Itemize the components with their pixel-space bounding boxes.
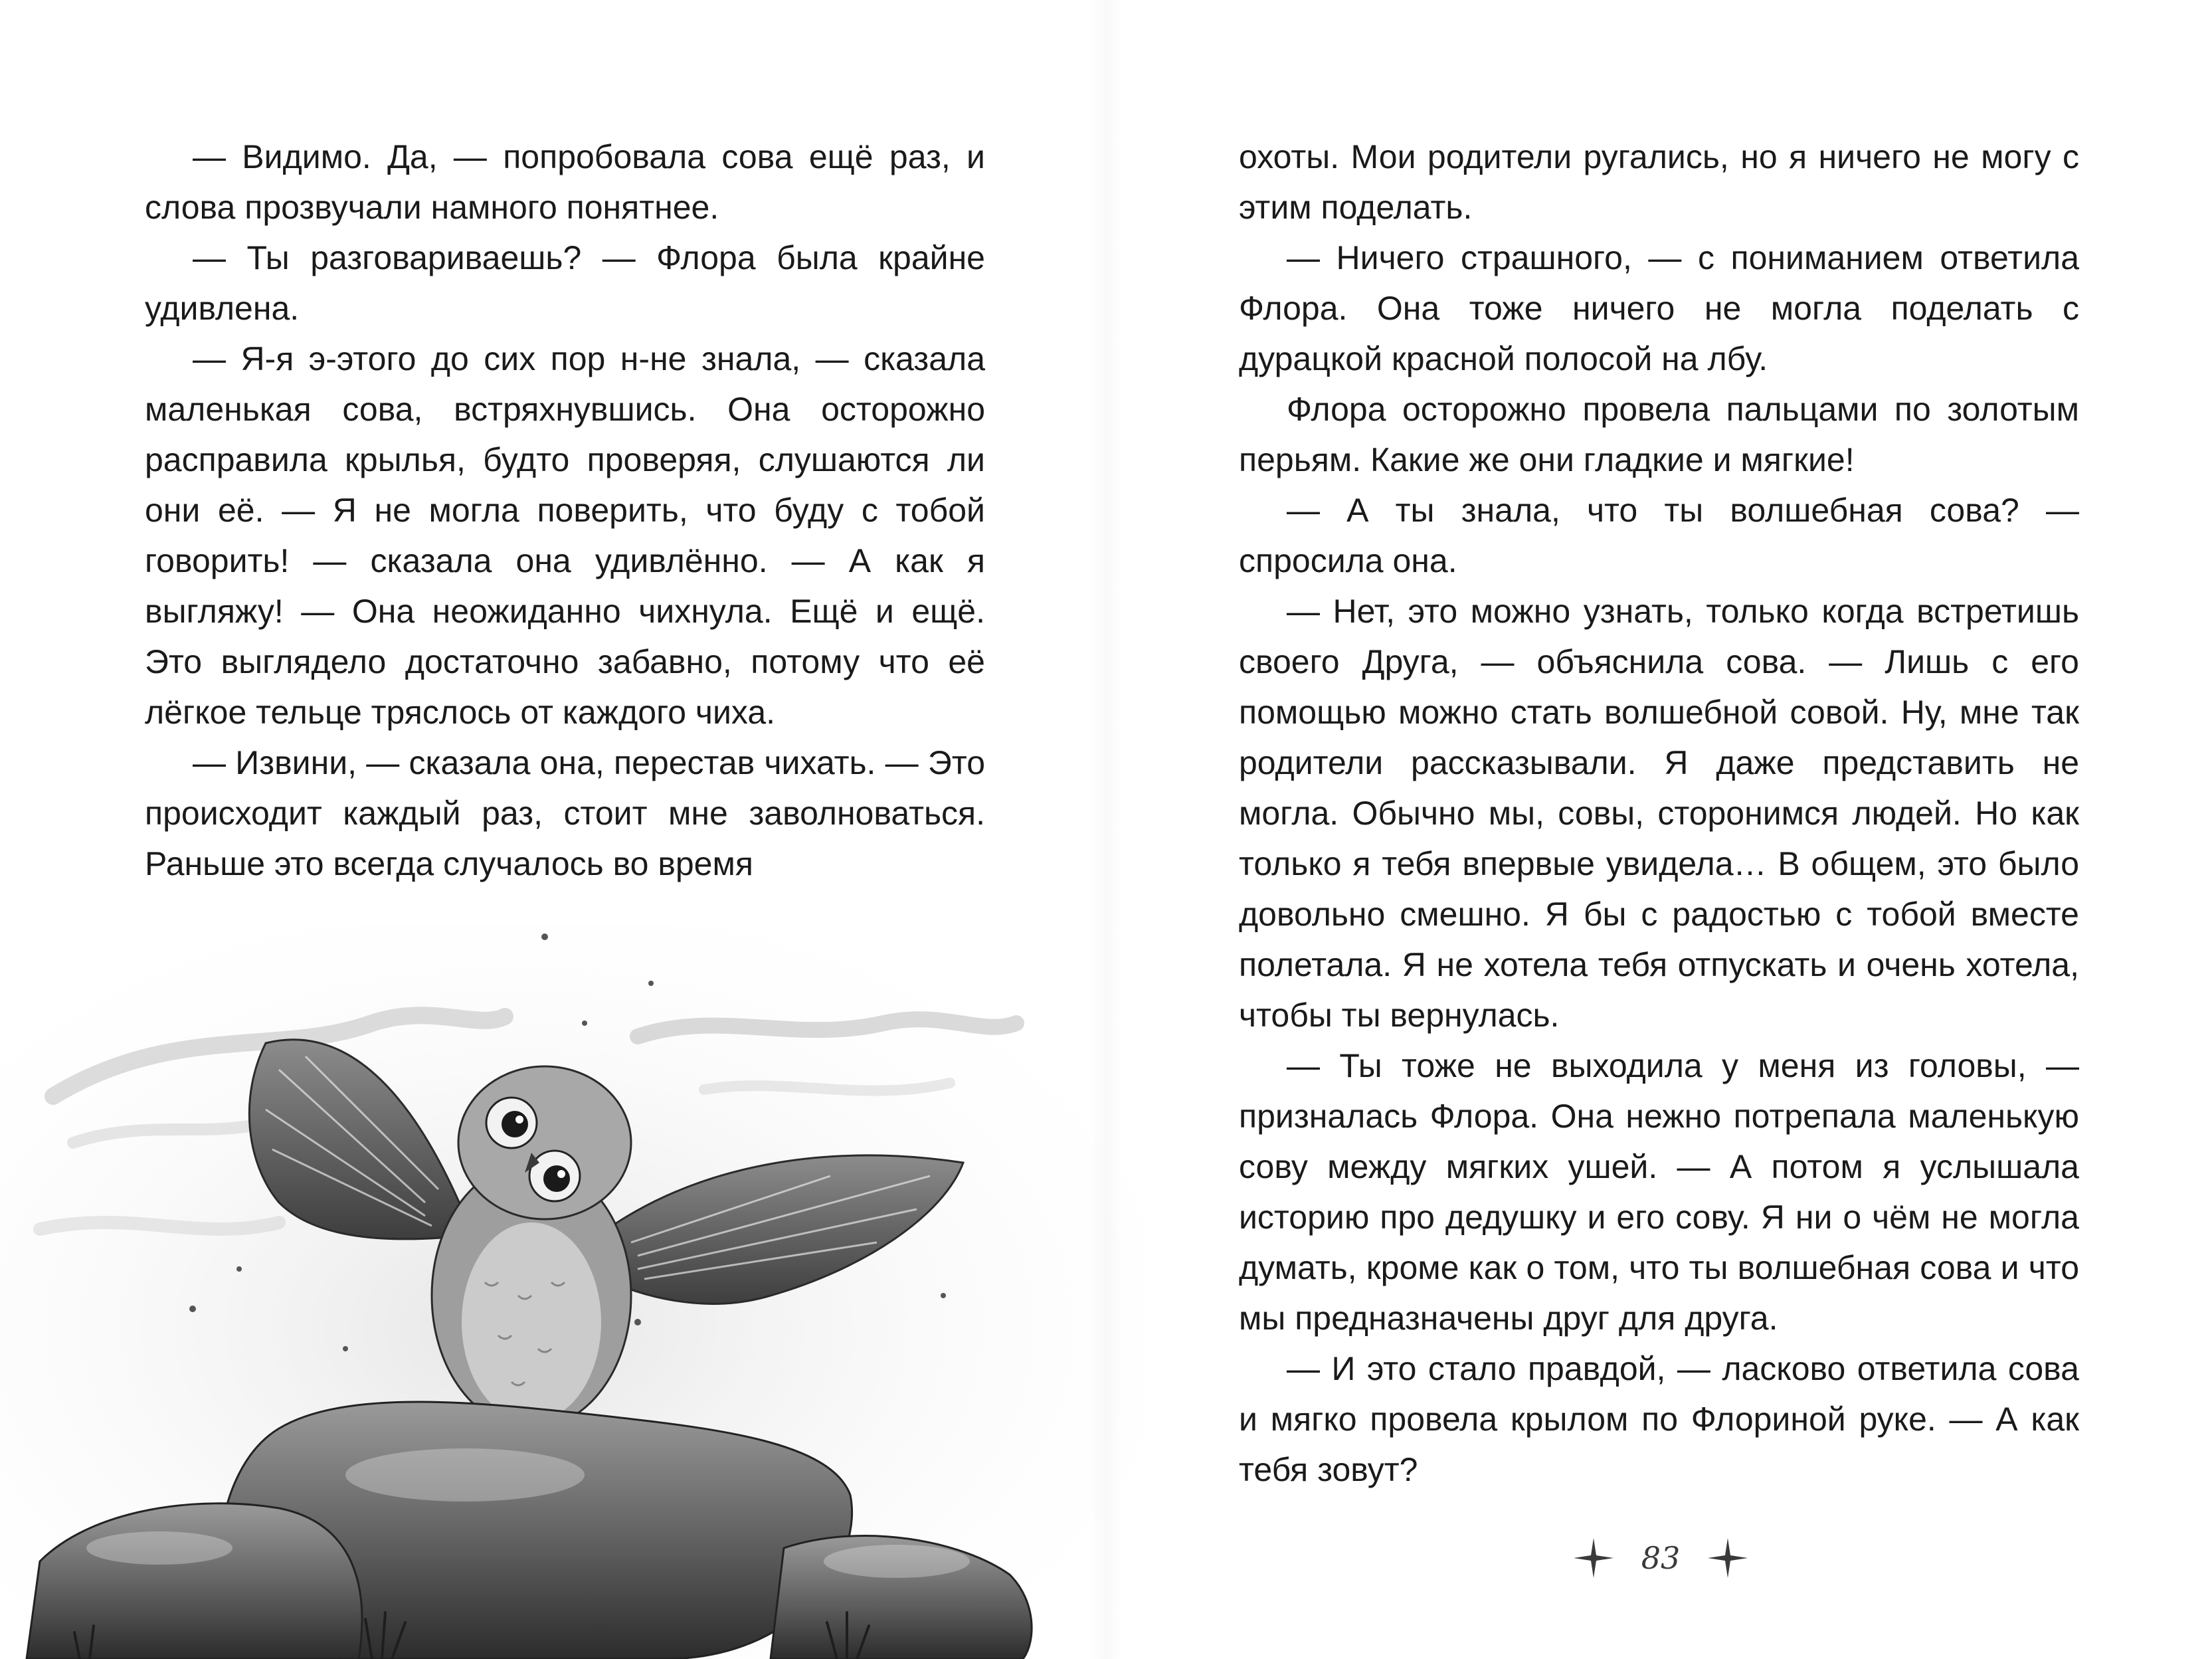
paragraph: — Видимо. Да, — попробовала сова ещё раз, и слова прозвучали намного понятнее. — [145, 138, 985, 226]
owl-illustration — [0, 924, 1143, 1659]
paragraph-continuation: охоты. Мои родители ругались, но я ничего не могу с этим поделать. — [1239, 138, 2079, 226]
paragraph: — Ты разговариваешь? — Флора была крайне удивлена. — [145, 239, 985, 327]
paragraph: — И это стало правдой, — ласково ответила сова и мягко провела крылом по Флориной руке. — А как тебя зовут? — [1239, 1350, 2079, 1488]
page-folio — [1541, 1528, 1780, 1588]
paragraph: — Ты тоже не выходила у меня из головы, — призналась Флора. Она нежно потрепала маленькую сову между мягких ушей. — А потом я услышала историю про дедушку и его сову. Я ни о чём не могла думать, кроме как о том, что ты волшебная сова и что мы предназначены друг для друга. — [1239, 1047, 2079, 1337]
page-number: 83 — [1641, 1540, 1681, 1576]
paragraph: — Нет, это можно узнать, только когда встретишь своего Друга, — объяснила сова. — Лишь с его помощью можно стать волшебной совой. Ну, мне так родители рассказывали. Я даже представить не могла. Обычно мы, совы, сторонимся людей. Но как только я тебя впервые увидела… В общем, это было довольно смешно. Я бы с радостью с тобой вместе полетала. Я не хотела тебя отпускать и очень хотела, чтобы ты вернулась. — [1239, 593, 2079, 1034]
left-page-text — [145, 132, 985, 889]
paragraph: — А ты знала, что ты волшебная сова? — спросила она. — [1239, 492, 2079, 579]
right-page-text — [1239, 132, 2079, 1495]
paragraph: Флора осторожно провела пальцами по золотым перьям. Какие же они гладкие и мягкие! — [1239, 391, 2079, 478]
sparkle-star-icon — [1572, 1537, 1615, 1579]
paragraph: — Ничего страшного, — с пониманием ответила Флора. Она тоже ничего не могла поделать с дурацкой красной полосой на лбу. — [1239, 239, 2079, 377]
sparkle-star-icon — [1706, 1537, 1749, 1579]
paragraph: — Извини, — сказала она, перестав чихать. — Это происходит каждый раз, стоит мне заволноваться. Раньше это всегда случалось во время — [145, 744, 985, 882]
paragraph: — Я-я э-этого до сих пор н-не знала, — сказала маленькая сова, встряхнувшись. Она осторожно расправила крылья, будто проверяя, слушаются ли они её. — Я не могла поверить, что буду с тобой говорить! — сказала она удивлённо. — А как я выгляжу! — Она неожиданно чихнула. Ещё и ещё. Это выглядело достаточно забавно, потому что её лёгкое тельце тряслось от каждого чиха. — [145, 340, 985, 731]
